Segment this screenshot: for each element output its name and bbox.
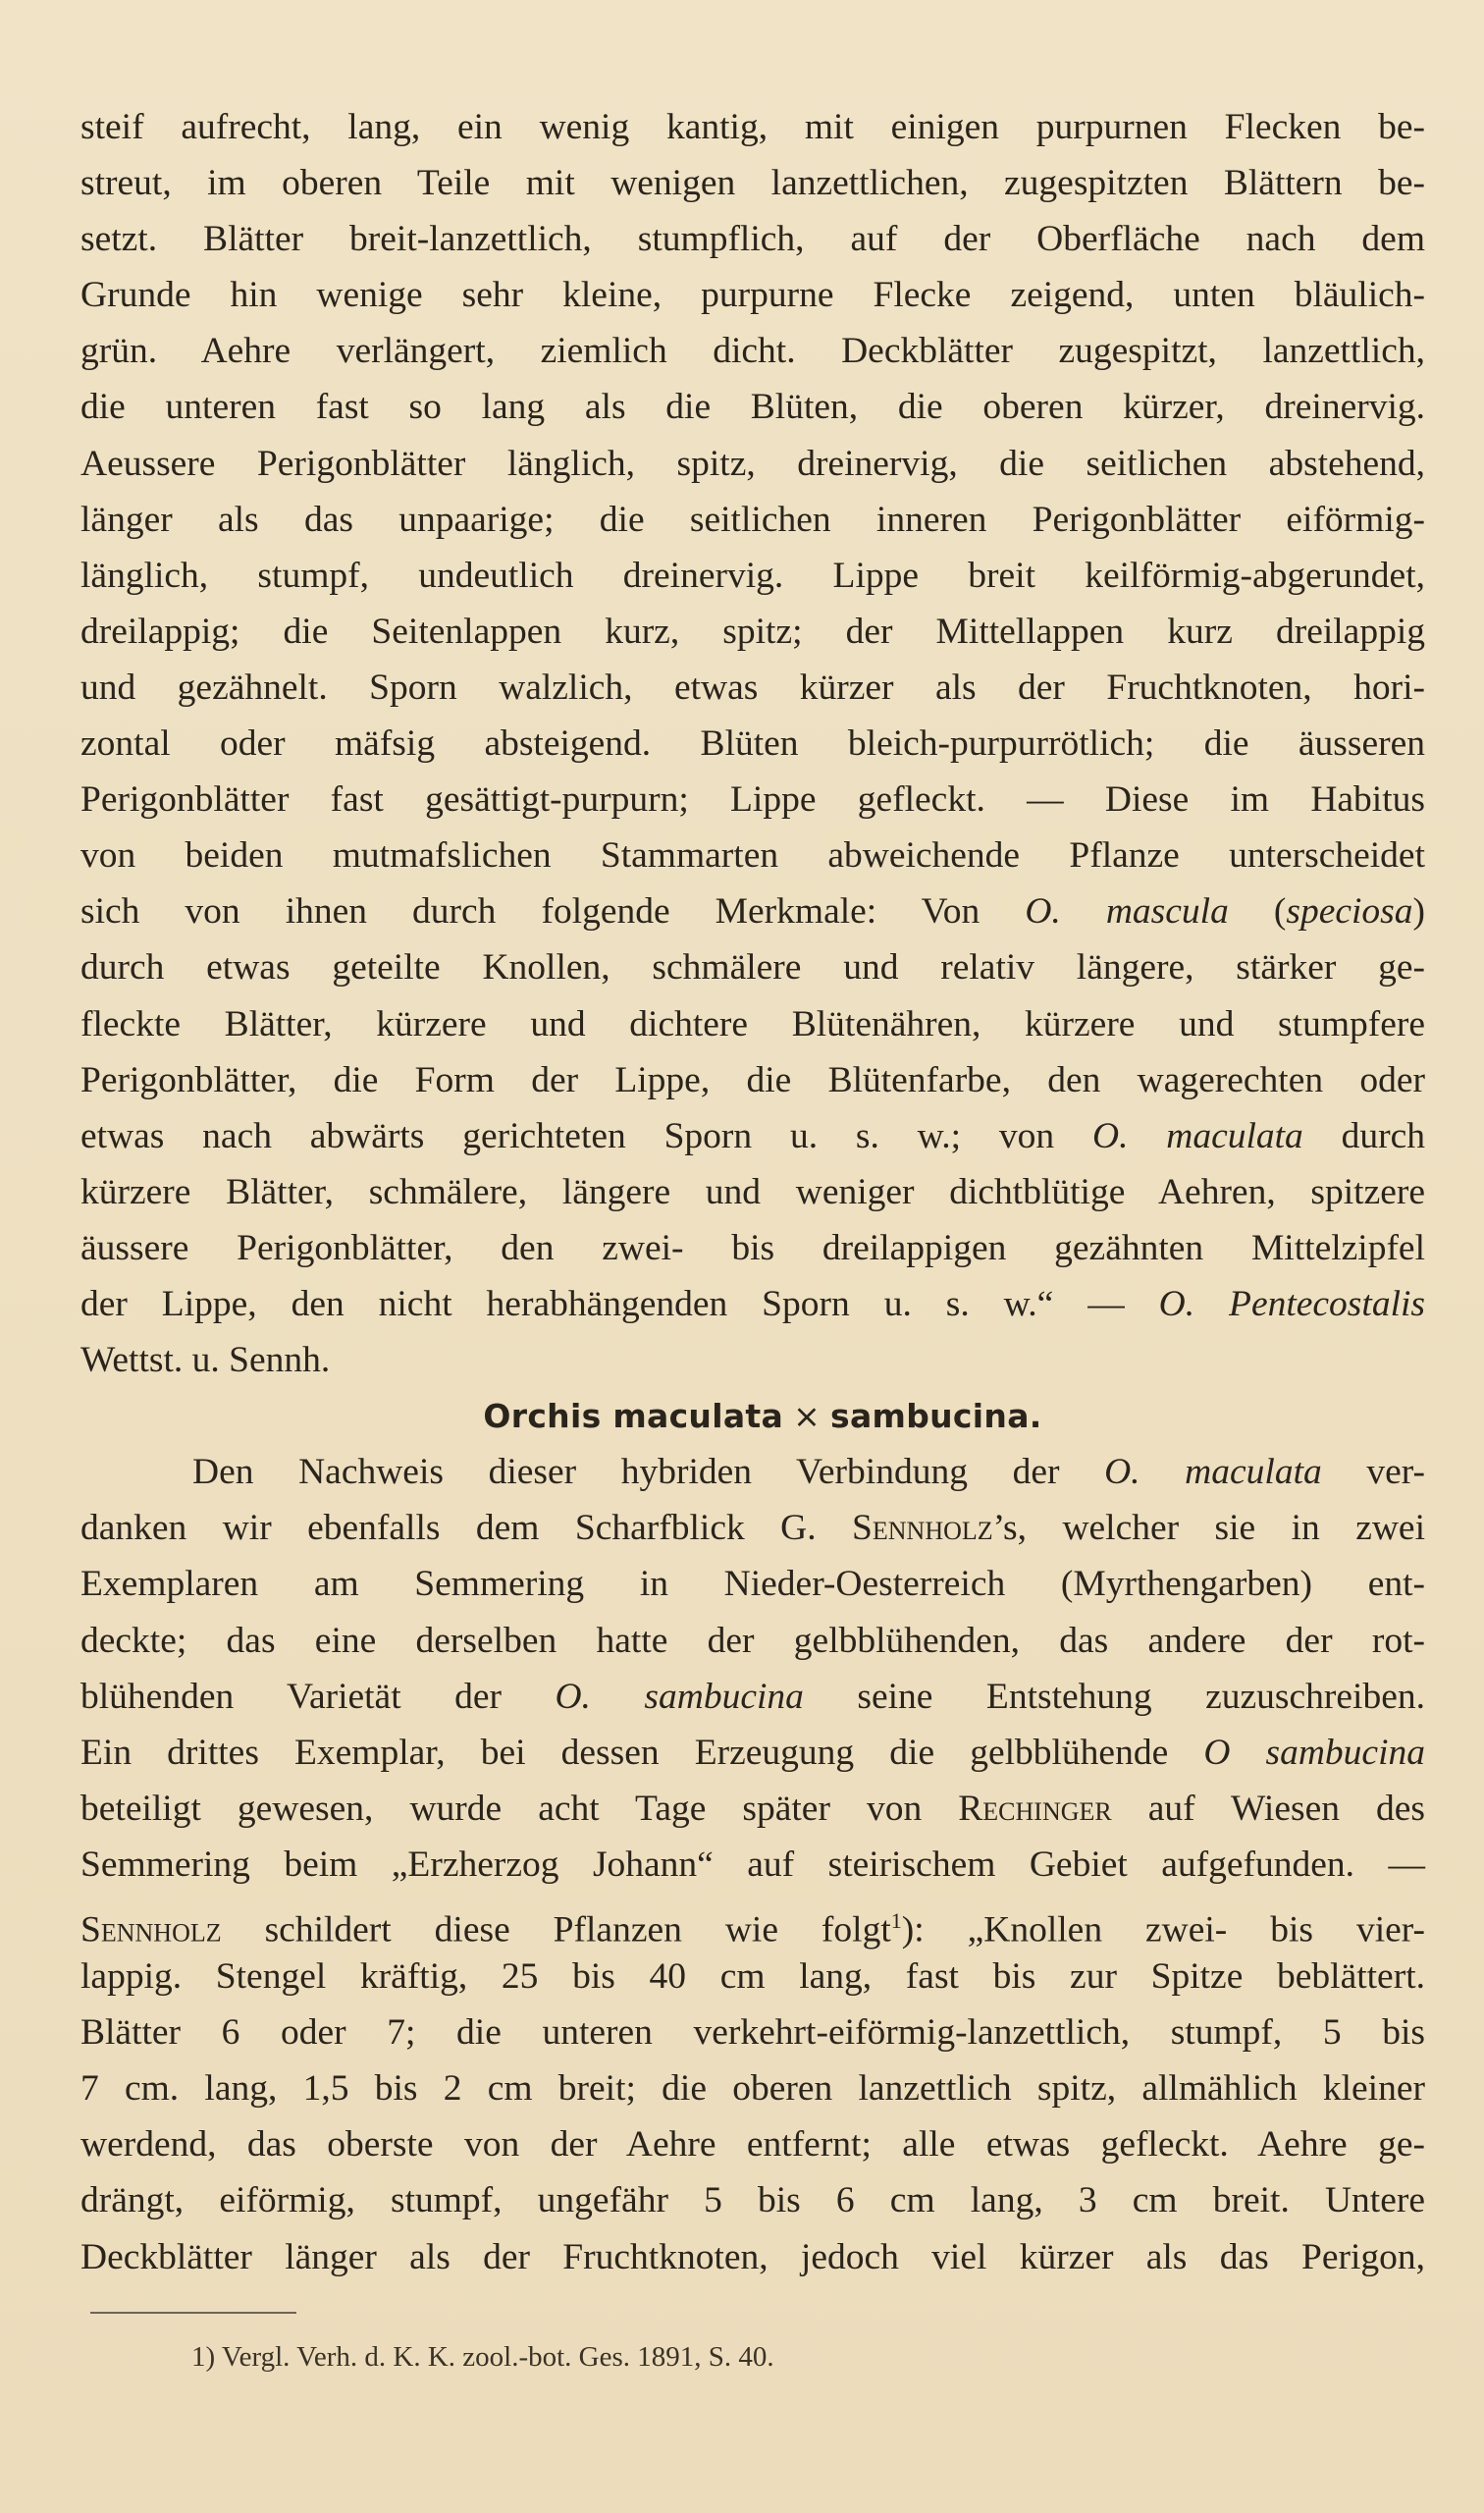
text-line [80,1781,1425,1837]
text-line: lappig. Stengel kräftig, 25 bis 40 cm lang, fast bis zur Spitze beblättert. [80,1956,1425,1998]
text-line: grün. Aehre verlängert, ziemlich dicht. Deckblätter zugespitzt, lanzettlich, [80,331,1425,372]
text-segment: der Lippe, den nicht herabhängenden Sporn u. s. w.“ — [80,1283,1125,1324]
text-segment: ’s, welcher sie in zwei [992,1508,1425,1549]
text-line: von beiden mutmafslichen Stammarten abweichende Pflanze unterscheidet [80,835,1425,877]
text-line [80,1500,1425,1556]
species-name: O. Pentecostalis [1158,1283,1426,1324]
author-name: Rechinger [958,1788,1112,1829]
text-line: setzt. Blätter breit-lanzettlich, stumpflich, auf der Oberfläche nach dem [80,219,1425,260]
text-line: werdend, das oberste von der Aehre entfernt; alle etwas gefleckt. Aehre ge- [80,2124,1425,2165]
text-segment: auf Wiesen des [1147,1788,1426,1829]
text-segment: ): „Knollen zwei- bis vier- [901,1909,1426,1951]
text-segment: schildert diese Pflanzen wie folgt [264,1909,891,1951]
species-name: O. sambucina [555,1676,804,1717]
footnote-divider [90,2312,296,2314]
text-segment: Ein drittes Exemplar, bei dessen Erzeugung die gelbblühende [80,1732,1169,1773]
text-line [80,1669,1425,1725]
text-line: die unteren fast so lang als die Blüten, die oberen kürzer, dreinervig. [80,387,1425,428]
species-name: O sambucina [1203,1732,1425,1773]
text-segment: Den Nachweis dieser hybriden Verbindung der [192,1452,1060,1493]
text-line: Aeussere Perigonblätter länglich, spitz, dreinervig, die seitlichen abstehend, [80,443,1425,484]
text-line: Perigonblätter, die Form der Lippe, die Blütenfarbe, den wagerechten oder [80,1059,1425,1100]
text-line: dreilappig; die Seitenlappen kurz, spitz; der Mittellappen kurz dreilappig [80,611,1425,652]
body-text [80,99,1425,2285]
text-line: länger als das unpaarige; die seitlichen inneren Perigonblätter eiförmig- [80,499,1425,540]
text-line: Wettst. u. Sennh. [80,1340,331,1381]
text-line: deckte; das eine derselben hatte der gelbblühenden, das andere der rot- [80,1620,1425,1661]
footnote: 1) Vergl. Verh. d. K. K. zool.-bot. Ges. 1891, S. 40. [191,2341,774,2373]
text-line: Exemplaren am Semmering in Nieder-Oesterreich (Myrthengarben) ent- [80,1564,1425,1605]
text-line [80,1725,1425,1781]
text-line: länglich, stumpf, undeutlich dreinervig. Lippe breit keilförmig-abgerundet, [80,555,1425,596]
author-name: Sennholz [80,1909,222,1951]
species-name: O. maculata [1091,1115,1303,1156]
text-line: zontal oder mäfsig absteigend. Blüten bleich-purpurrötlich; die äusseren [80,723,1425,765]
section-heading [80,1388,1425,1444]
text-line: steif aufrecht, lang, ein wenig kantig, mit einigen purpurnen Flecken be- [80,107,1425,147]
text-segment: beteiligt gewesen, wurde acht Tage später von [80,1788,923,1829]
text-line: Grunde hin wenige sehr kleine, purpurne Flecke zeigend, unten bläulich- [80,275,1425,316]
footnote-marker: 1 [890,1908,902,1933]
text-line: Semmering beim „Erzherzog Johann“ auf steirischem Gebiet aufgefunden. — [80,1844,1425,1885]
text-line: streut, im oberen Teile mit wenigen lanzettlichen, zugespitzten Blättern be- [80,163,1425,204]
text-line [80,1108,1425,1164]
text-line: Perigonblätter fast gesättigt-purpurn; Lippe gefleckt. — Diese im Habitus [80,779,1425,821]
heading-right: sambucina. [830,1397,1042,1436]
text-line [80,1893,1425,1949]
text-line: fleckte Blätter, kürzere und dichtere Blütenähren, kürzere und stumpfere [80,1003,1425,1044]
author-name: Sennholz [852,1508,993,1549]
text-segment: danken wir ebenfalls dem Scharfblick G. [80,1508,817,1549]
species-name: O. maculata [1104,1452,1322,1493]
text-line [80,1276,1425,1332]
species-name: O. mascula [1025,891,1229,933]
hybrid-cross: × [793,1397,822,1436]
text-segment: blühenden Varietät der [80,1676,502,1717]
text-line: 7 cm. lang, 1,5 bis 2 cm breit; die oberen lanzettlich spitz, allmählich kleiner [80,2068,1425,2110]
text-segment: ( [1273,891,1287,933]
text-segment: sich von ihnen durch folgende Merkmale: Von [80,891,980,933]
text-segment: ver- [1366,1452,1425,1493]
text-segment: seine Entstehung zuzuschreiben. [857,1676,1425,1717]
heading-left: Orchis maculata [483,1397,784,1436]
text-line: und gezähnelt. Sporn walzlich, etwas kürzer als der Fruchtknoten, hori- [80,667,1425,708]
text-line: Blätter 6 oder 7; die unteren verkehrt-eiförmig-lanzettlich, stumpf, 5 bis [80,2012,1425,2054]
text-line: äussere Perigonblätter, den zwei- bis dreilappigen gezähnten Mittelzipfel [80,1227,1425,1268]
text-line: Deckblätter länger als der Fruchtknoten, jedoch viel kürzer als das Perigon, [80,2236,1425,2277]
text-segment: etwas nach abwärts gerichteten Sporn u. s. w.; von [80,1115,1055,1156]
text-segment: durch [1341,1115,1426,1156]
species-name: speciosa [1286,891,1413,933]
text-line: drängt, eiförmig, stumpf, ungefähr 5 bis 6 cm lang, 3 cm breit. Untere [80,2180,1425,2221]
text-segment: ) [1412,891,1426,933]
text-line: kürzere Blätter, schmälere, längere und weniger dichtblütige Aehren, spitzere [80,1171,1425,1212]
text-line [80,1444,1425,1500]
text-line [80,883,1425,939]
text-line: durch etwas geteilte Knollen, schmälere und relativ längere, stärker ge- [80,947,1425,989]
